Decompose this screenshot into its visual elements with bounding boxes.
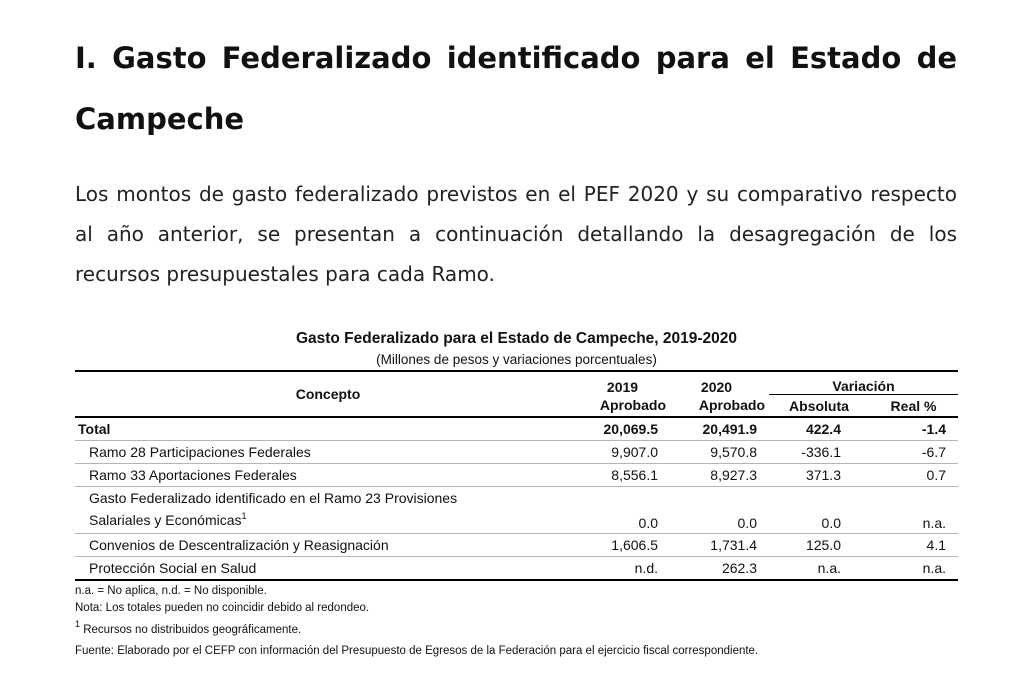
table-row (75, 534, 958, 557)
cell-2020: 262.3 (670, 557, 769, 581)
table-row (75, 487, 958, 534)
cell-real: 0.7 (869, 464, 958, 487)
cell-concepto: Protección Social en Salud (75, 557, 581, 581)
cell-concepto: Total (75, 417, 581, 441)
cell-absoluta: 422.4 (769, 417, 869, 441)
cell-real: -1.4 (869, 417, 958, 441)
section-heading: I. Gasto Federalizado identificado para el Estado de Campeche (75, 41, 957, 136)
footnote-text: Recursos no distribuidos geográficamente. (83, 624, 302, 636)
header-variacion: Variación (769, 371, 958, 395)
cell-2020: 20,491.9 (670, 417, 769, 441)
cell-2020: 1,731.4 (670, 534, 769, 557)
cell-absoluta: -336.1 (769, 441, 869, 464)
cell-absoluta: 371.3 (769, 464, 869, 487)
cell-2019: 1,606.5 (581, 534, 670, 557)
note-rounding: Nota: Los totales pueden no coincidir debido al redondeo. (75, 602, 370, 614)
header-aprobado-2020: Aprobado (670, 395, 769, 418)
budget-table (75, 370, 958, 581)
header-concepto: Concepto (75, 371, 581, 417)
cell-concepto: Ramo 28 Participaciones Federales (75, 441, 581, 464)
table-subtitle: (Millones de pesos y variaciones porcentuales) (376, 352, 657, 367)
cell-concepto (75, 487, 581, 534)
note-abbreviations: n.a. = No aplica, n.d. = No disponible. (75, 585, 267, 597)
cell-real: -6.7 (869, 441, 958, 464)
cell-real: n.a. (869, 487, 958, 534)
table-row (75, 441, 958, 464)
cell-absoluta: 125.0 (769, 534, 869, 557)
cell-2019: 8,556.1 (581, 464, 670, 487)
footnote-mark: 1 (75, 619, 81, 629)
header-real: Real % (869, 395, 958, 418)
table-row-total (75, 417, 958, 441)
header-absoluta: Absoluta (769, 395, 869, 418)
cell-concepto: Convenios de Descentralización y Reasignación (75, 534, 581, 557)
cell-2020: 9,570.8 (670, 441, 769, 464)
cell-2019: 20,069.5 (581, 417, 670, 441)
cell-2019: n.d. (581, 557, 670, 581)
cell-concepto-text: Gasto Federalizado identificado en el Ramo 23 Provisiones Salariales y Económicas (89, 490, 458, 528)
header-year-2019: 2019 (581, 371, 670, 395)
cell-concepto: Ramo 33 Aportaciones Federales (75, 464, 581, 487)
cell-2019: 9,907.0 (581, 441, 670, 464)
cell-real: n.a. (869, 557, 958, 581)
header-aprobado-2019: Aprobado (581, 395, 670, 418)
header-year-2020: 2020 (670, 371, 769, 395)
cell-2020: 0.0 (670, 487, 769, 534)
table-row (75, 557, 958, 581)
footnote-marker: 1 (241, 511, 247, 521)
note-source: Fuente: Elaborado por el CEFP con información del Presupuesto de Egresos de la Federación para el ejercicio fiscal correspondiente. (75, 645, 759, 657)
cell-absoluta: n.a. (769, 557, 869, 581)
table-notes (75, 583, 958, 660)
budget-table-section (75, 328, 958, 660)
cell-absoluta: 0.0 (769, 487, 869, 534)
table-title: Gasto Federalizado para el Estado de Campeche, 2019-2020 (295, 330, 738, 347)
cell-2020: 8,927.3 (670, 464, 769, 487)
table-row (75, 464, 958, 487)
cell-real: 4.1 (869, 534, 958, 557)
note-footnote (75, 617, 958, 640)
intro-paragraph: Los montos de gasto federalizado previstos en el PEF 2020 y su comparativo respecto al año anterior, se presentan a continuación detallando la desagregación de los recursos presupuestales para cada Ramo. (75, 182, 957, 286)
cell-2019: 0.0 (581, 487, 670, 534)
